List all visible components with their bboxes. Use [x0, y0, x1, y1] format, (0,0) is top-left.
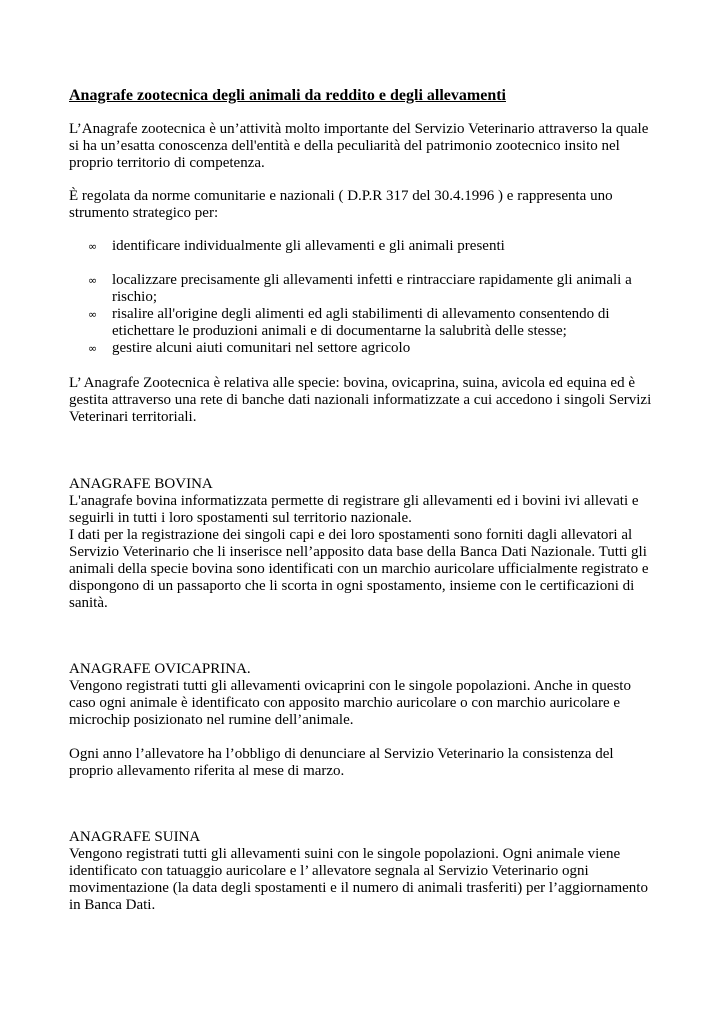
list-item [69, 306, 661, 340]
list-item-text: identificare individualmente gli allevamenti e gli animali presenti [112, 238, 505, 254]
list-item-text: localizzare precisamente gli allevamenti infetti e rintracciare rapidamente gli animali a rischio; [112, 272, 632, 305]
purpose-list [69, 238, 661, 357]
section-text: Ogni anno l’allevatore ha l’obbligo di denunciare al Servizio Veterinario la consistenza del proprio allevamento riferita al mese di marzo. [69, 746, 614, 779]
document-title: Anagrafe zootecnica degli animali da reddito e degli allevamenti [69, 87, 506, 104]
infinity-bullet-icon: ∞ [88, 342, 98, 355]
section-text: Vengono registrati tutti gli allevamenti suini con le singole popolazioni. Ogni animale viene identificato con tatuaggio auricolare e l’ allevatore segnala al Servizio Veterinario ogni movimentazione (la data degli spostamenti e il numero di animali trasferiti) per l’aggiornamento in Banca Dati. [69, 846, 648, 913]
regulation-paragraph: È regolata da norme comunitarie e nazionali ( D.P.R 317 del 30.4.1996 ) e rappresenta uno strumento strategico per: [69, 188, 613, 221]
species-paragraph: L’ Anagrafe Zootecnica è relativa alle specie: bovina, ovicaprina, suina, avicola ed equina ed è gestita attraverso una rete di banche dati nazionali informatizzate a cui accedono i singoli Servizi Veterinari territoriali. [69, 375, 652, 425]
section-heading-bovina: ANAGRAFE BOVINA [69, 476, 213, 492]
infinity-bullet-icon: ∞ [88, 274, 98, 287]
infinity-bullet-icon: ∞ [88, 308, 98, 321]
section-bovina [69, 476, 661, 612]
section-text: Vengono registrati tutti gli allevamenti ovicaprini con le singole popolazioni. Anche in questo caso ogni animale è identificato con apposito marchio auricolare o con marchio auricolare e microchip posizionato nel rumine dell’animale. [69, 678, 631, 728]
intro-paragraph: L’Anagrafe zootecnica è un’attività molto importante del Servizio Veterinario attraverso la quale si ha un’esatta conoscenza dell'entità e della peculiarità del patrimonio zootecnico insito nel proprio territorio di competenza. [69, 121, 649, 171]
list-item [69, 340, 661, 357]
list-item-text: risalire all'origine degli alimenti ed agli stabilimenti di allevamento consentendo di etichettare le produzioni animali e di documentarne la salubrità delle stesse; [112, 306, 610, 339]
section-text: I dati per la registrazione dei singoli capi e dei loro spostamenti sono forniti dagli allevatori al Servizio Veterinario che li inserisce nell’apposito data base della Banca Dati Nazionale. Tutti gli animali della specie bovina sono identificati con un marchio auricolare ufficialmente registrato e dispongono di un passaporto che li scorta in ogni spostamento, insieme con le certificazioni di sanità. [69, 527, 649, 611]
section-heading-ovicaprina: ANAGRAFE OVICAPRINA. [69, 661, 251, 677]
section-text: L'anagrafe bovina informatizzata permette di registrare gli allevamenti ed i bovini ivi allevati e seguirli in tutti i loro spostamenti sul territorio nazionale. [69, 493, 639, 526]
section-suina [69, 829, 661, 914]
infinity-bullet-icon: ∞ [88, 240, 98, 253]
section-heading-suina: ANAGRAFE SUINA [69, 829, 201, 845]
list-item [69, 272, 661, 306]
list-item-text: gestire alcuni aiuti comunitari nel settore agricolo [112, 340, 411, 356]
list-item [69, 238, 661, 255]
section-ovicaprina [69, 661, 661, 780]
